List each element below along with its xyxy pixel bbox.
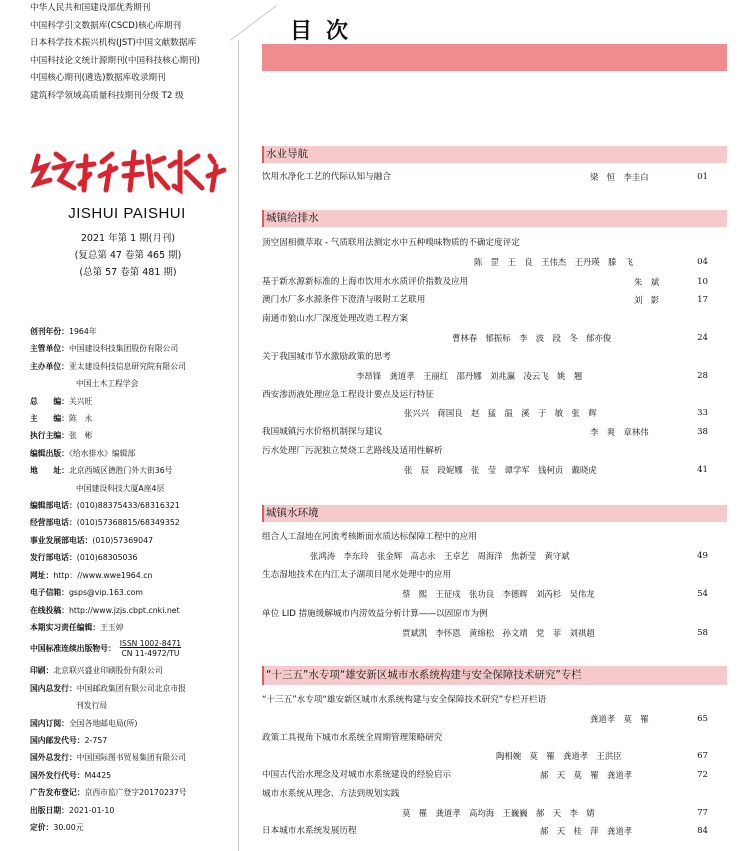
info-row: 中国土木工程学会 [76,379,139,389]
page-number: 67 [697,751,708,761]
article-authors: 蔡 熙 王征戍 张功良 李德辉 刘芮杉 吴伟龙 [402,589,595,599]
page-number: 49 [697,551,708,561]
article-title: 生态湿地技术在内江太子湖项目尾水处理中的应用 [262,570,452,580]
info-row: 主管单位：中国建设科技集团股份有限公司 [30,344,179,354]
honor-line: 中国核心期刊(遴选)数据库收录期刊 [30,73,166,83]
submission-row: 在线投稿：http://www.jzjs.cbpt.cnki.net [30,605,180,615]
section-header: 水业导航 [262,146,727,163]
info-row: 国内订阅：全国各地邮电局(所) [30,718,138,728]
article-title: 关于我国城市节水激励政策的思考 [262,352,391,362]
honor-line: 中华人民共和国建设部优秀期刊 [30,3,151,13]
article-authors: 龚道孝 莫 罹 [590,714,649,724]
info-row: 本期实习责任编辑：王玉婷 [30,622,124,632]
info-row: 国内邮发代号：2-757 [30,735,108,745]
article-authors: 李昂锋 龚道孝 王丽红 邵丹娜 刘兆瀛 凌云飞 姚 翘 [356,371,583,381]
section-header: 城镇水环境 [262,505,727,522]
article-authors: 陈 罡 王 良 王伟杰 王丹瑛 滕 飞 [474,257,634,267]
info-row: 国外发行代号：M4425 [30,770,112,780]
info-row: 主 编：陈 永 [30,414,93,424]
section-header: 城镇给排水 [262,210,727,227]
info-row: 出版日期：2021-01-10 [30,805,115,815]
article-authors: 朱 斌 [634,277,660,287]
info-row: 广告发布登记：京西市监广登字20170237号 [30,788,187,798]
info-row: 创刊年份：1964年 [30,327,97,336]
journal-logo [30,146,228,196]
info-row: 印刷：北京联兴盛业印刷股份有限公司 [30,666,163,676]
article-title: 中国古代治水理念及对城市水系统建设的经验启示 [262,770,452,780]
column-divider [238,40,239,851]
article-authors: 张鸿涛 李东玲 张金辉 高志永 王卓艺 周海洋 焦新莹 黄守斌 [310,551,570,561]
article-title: 基于新水源新标准的上海市饮用水水质评价指数及应用 [262,277,469,287]
info-row: 国外总发行：中国国际图书贸易集团有限公司 [30,753,186,763]
publication-info [30,323,235,836]
page-number: 04 [697,257,708,267]
article-title: 澳门水厂多水源条件下澄清与吸附工艺联用 [262,295,426,305]
article-authors: 张兴兴 蒋国良 赵 猛 温 溪 于 敏 张 辉 [404,408,597,418]
article-authors: 郝 天 莫 罹 龚道孝 [540,770,633,780]
page-number: 41 [697,465,708,475]
info-row: 发行部电话：(010)68305036 [30,553,138,563]
page-number: 54 [697,589,708,599]
article-authors: 曹林春 郁振标 李 波 段 冬 郁亦俊 [452,333,612,343]
issue-line: (总第 57 卷第 481 期) [79,267,177,278]
info-row: 定价：30.00元 [30,822,84,832]
page-number: 77 [697,808,708,818]
article-authors: 莫 罹 龚道孝 高均海 王巍巍 郝 天 李 婧 [402,808,595,818]
issn-row: 中国标准连续出版物号： ISSN 1002-8471 CN 11-4972/TU [30,639,182,659]
info-row: 编辑部电话：(010)88375433/68316321 [30,501,180,511]
honor-line: 中国科技论文统计源期刊(中国科技核心期刊) [30,55,200,66]
article-title: 污水处理厂污泥独立焚烧工艺路线及适用性解析 [262,446,443,456]
page-number: 65 [697,714,708,724]
page-number: 01 [697,172,708,182]
info-row: 中国建设科技大厦A座4层 [76,483,165,493]
info-row: 事业发展部电话：(010)57369047 [30,535,154,545]
page-number: 33 [697,408,708,418]
page-number: 28 [697,371,708,381]
info-row: 主办单位：亚太建设科技信息研究院有限公司 [30,361,186,371]
contents-title-bar [262,44,727,71]
article-title: “十三五”水专项“雄安新区城市水系统构建与安全保障技术研究”专栏开栏语 [262,695,547,705]
issue-line: 2021 年第 1 期(月刊) [80,233,176,244]
article-title: 政策工具视角下城市水系统全周期管理策略研究 [262,733,443,743]
info-row: 刊发行局 [76,701,108,711]
page-number: 24 [697,333,708,343]
contents-title: 目次 [290,19,363,44]
article-title: 饮用水净化工艺的代际认知与融合 [262,172,391,182]
issue-info [48,230,208,281]
article-title: 南通市狼山水厂深度处理改造工程方案 [262,314,409,324]
page-number: 10 [697,277,708,287]
honor-line: 中国科学引文数据库(CSCD)核心库期刊 [30,20,182,31]
info-row: 总 编：关兴旺 [30,396,93,406]
email-row: 电子信箱：gsps@vip.163.com [30,588,144,598]
journal-pinyin: JISHUI PAISHUI [68,205,186,222]
page-number: 17 [697,295,708,305]
article-title: 顶空固相微萃取 - 气质联用法测定水中五种嗅味物质的不确定度评定 [262,238,520,248]
article-title: 单位 LID 措施缓解城市内涝效益分析计算——以固原市为例 [262,609,488,619]
article-authors: 张 辰 段妮娜 张 莹 谭学军 钱柯贞 戴晓虎 [404,465,597,475]
honor-line: 日本科学技术振兴机构(JST)中国文献数据库 [30,38,197,48]
website-row: 网址：http：//www.wwe1964.cn [30,570,153,580]
section-header: “十三五”水专项“雄安新区城市水系统构建与安全保障技术研究”专栏 [262,666,727,685]
page-number: 58 [697,628,708,638]
article-authors: 梁 恒 李圭白 [590,172,649,182]
article-title: 组合人工湿地在河流考核断面水质达标保障工程中的应用 [262,532,477,542]
masthead-column [0,0,238,851]
issue-line: (复总第 47 卷第 465 期) [74,250,182,261]
article-title: 日本城市水系统发展历程 [262,826,357,836]
article-title: 西安渗沥液处理应急工程设计要点及运行特征 [262,390,434,400]
article-authors: 陶相婉 莫 罹 龚道孝 王洪臣 [496,751,622,761]
info-row: 国内总发行：中国邮政集团有限公司北京市报 [30,683,186,693]
info-row: 编辑出版：《给水排水》编辑部 [30,448,136,458]
honors-list [30,0,200,105]
page-number: 84 [697,826,708,836]
article-title: 城市水系统从理念、方法到规划实践 [262,789,400,799]
info-row: 执行主编：张 彬 [30,431,93,441]
article-authors: 贾斌凯 李怀恩 黄绵松 孙文靖 党 菲 刘祺超 [402,628,595,638]
article-title: 我国城镇污水价格机制探与建议 [262,427,383,437]
info-row: 地 址：北京西城区德胜门外大街36号 [30,466,173,476]
article-authors: 刘 影 [634,295,660,305]
honor-line: 建筑科学领域高质量科技期刊分级 T2 级 [30,90,184,101]
page-number: 38 [697,427,708,437]
info-row: 经营部电话：(010)57368815/68349352 [30,518,180,528]
article-authors: 李 爽 章林伟 [590,427,649,437]
article-authors: 郝 天 桂 萍 龚道孝 [540,826,633,836]
issn-block: ISSN 1002-8471 CN 11-4972/TU [119,639,182,659]
page-number: 72 [697,770,708,780]
